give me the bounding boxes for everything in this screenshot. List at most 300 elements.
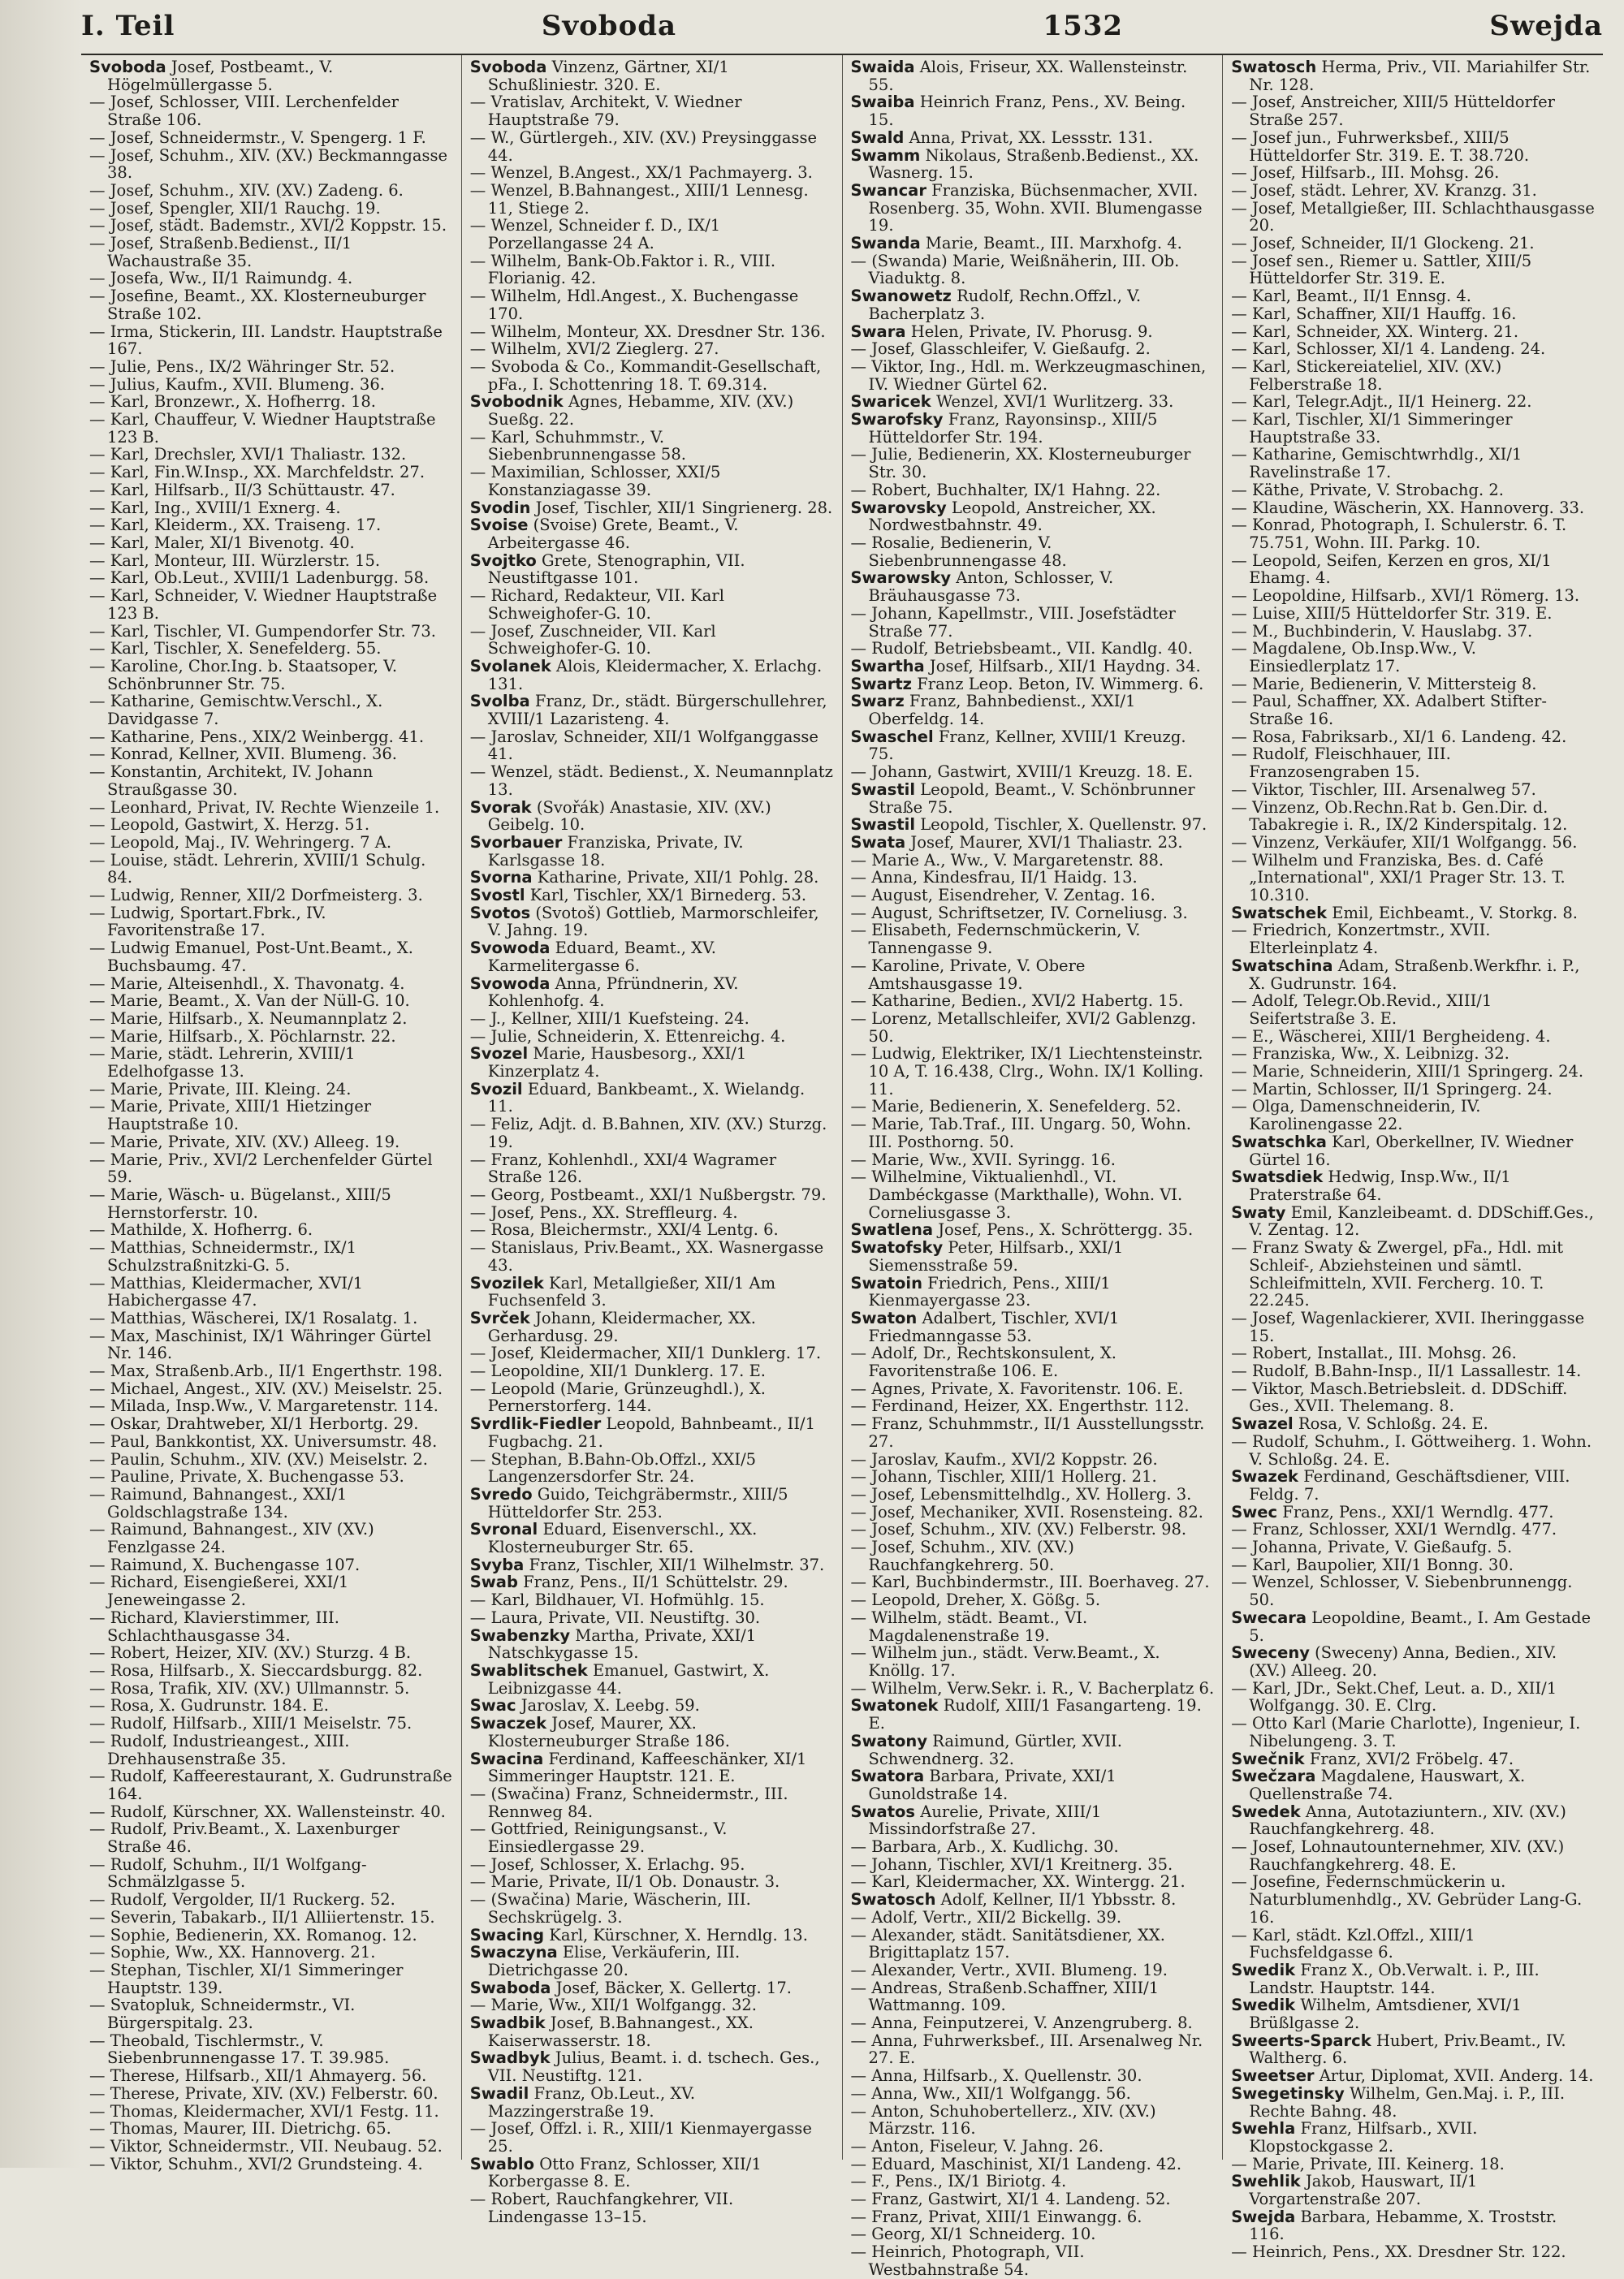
directory-entry: — Franz, Kohlenhdl., XXI/4 Wagramer Straße 126.	[469, 1150, 777, 1187]
directory-entry: Swejda Barbara, Hebamme, X. Troststr. 116.	[1231, 2207, 1557, 2244]
directory-entry: — (Swačina) Marie, Wäscherin, III. Sechskrügelg. 3.	[469, 1890, 751, 1927]
directory-entry: — Josef, Schuhm., XIV. (XV.) Felberstr. 98.	[850, 1520, 1187, 1539]
directory-entry: Swatlena Josef, Pens., X. Schröttergg. 35.	[850, 1220, 1194, 1240]
directory-entry: — August, Schriftsetzer, IV. Corneliusg. 3.	[850, 903, 1188, 922]
directory-entry: — Viktor, Schneidermstr., VII. Neubaug. 52.	[89, 2136, 443, 2156]
directory-entry: Swanowetz Rudolf, Rechn.Offzl., V. Bacherplatz 3.	[850, 287, 1142, 323]
directory-entry: — Josef, Glasschleifer, V. Gießaufg. 2.	[850, 339, 1151, 359]
directory-entry: — Ludwig, Elektriker, IX/1 Liechtensteinstr. 10 A, T. 16.438, Clrg., Wohn. IX/1 Kolling. 11.	[850, 1044, 1204, 1098]
directory-entry: — Katharine, Bedien., XVI/2 Habertg. 15.	[850, 991, 1184, 1011]
directory-entry: Swedek Anna, Autotaziuntern., XIV. (XV.) Rauchfangkehrerg. 48.	[1231, 1802, 1566, 1839]
directory-entry: — Jaroslav, Kaufm., XVI/2 Koppstr. 26.	[850, 1449, 1158, 1469]
directory-entry: — Wenzel, städt. Bedienst., X. Neumannplatz 13.	[469, 762, 833, 799]
directory-entry: — Josef jun., Fuhrwerksbef., XIII/5 Hütteldorfer Str. 319. E. T. 38.720.	[1231, 127, 1530, 165]
directory-entry: Swara Helen, Private, IV. Phorusg. 9.	[850, 322, 1153, 341]
directory-entry: Swatschina Adam, Straßenb.Werkfhr. i. P., X. Gudrunstr. 164.	[1231, 956, 1580, 993]
directory-entry: Swarz Franz, Bahnbedienst., XXI/1 Oberfeldg. 14.	[850, 692, 1136, 729]
directory-entry: — Marie, Private, XIV. (XV.) Alleeg. 19.	[89, 1132, 400, 1151]
directory-entry: Swatsdiek Hedwig, Insp.Ww., II/1 Praterstraße 64.	[1231, 1168, 1511, 1204]
directory-entry: — Julie, Bedienerin, XX. Klosterneuburger Str. 30.	[850, 445, 1191, 482]
directory-entry: Swac Jaroslav, X. Leebg. 59.	[469, 1696, 700, 1716]
directory-entry: — Marie, Bedienerin, V. Mittersteig 8.	[1231, 674, 1537, 693]
directory-entry: — Heinrich, Pens., XX. Dresdner Str. 122.	[1231, 2242, 1566, 2262]
directory-entry: — Vinzenz, Verkäufer, XII/1 Wolfgangg. 56.	[1231, 832, 1578, 852]
directory-entry: Svobodnik Agnes, Hebamme, XIV. (XV.) Sueßg. 22.	[469, 392, 794, 429]
directory-entry: — Josef, Wagenlackierer, XVII. Iheringgasse 15.	[1231, 1308, 1585, 1345]
directory-entry: — Elisabeth, Federnschmückerin, V. Tannengasse 9.	[850, 921, 1141, 958]
directory-entry: — Stephan, Tischler, XI/1 Simmeringer Hauptstr. 139.	[89, 1960, 404, 1997]
directory-entry: — Anna, Feinputzerei, V. Anzengruberg. 8.	[850, 2014, 1193, 2033]
directory-entry: — Rudolf, Schuhm., I. Göttweiherg. 1. Wohn. V. Schloßg. 24. E.	[1231, 1431, 1592, 1469]
directory-columns	[81, 54, 1603, 2279]
directory-entry: — Karl, Bildhauer, VI. Hofmühlg. 15.	[469, 1591, 765, 1610]
directory-entry: — Leopold, Gastwirt, X. Herzg. 51.	[89, 815, 370, 835]
directory-entry: — Rudolf, Kürschner, XX. Wallensteinstr. 40.	[89, 1802, 446, 1821]
directory-entry: Swatosch Adolf, Kellner, II/1 Ybbsstr. 8.	[850, 1890, 1177, 1910]
directory-entry: — Wenzel, B.Angest., XX/1 Pachmayerg. 3.	[469, 163, 813, 183]
directory-entry: Swaton Adalbert, Tischler, XVI/1 Friedmanngasse 53.	[850, 1308, 1120, 1345]
directory-entry: — Raimund, Bahnangest., XIV (XV.) Fenzlgasse 24.	[89, 1520, 374, 1557]
directory-entry: — Eduard, Maschinist, XI/1 Landeng. 42.	[850, 2154, 1182, 2173]
directory-entry: Swatos Aurelie, Private, XIII/1 Missindorfstraße 27.	[850, 1802, 1102, 1839]
directory-entry: — Karl, Tischler, X. Senefelderg. 55.	[89, 639, 382, 658]
directory-entry: — Jaroslav, Schneider, XII/1 Wolfganggasse 41.	[469, 727, 818, 764]
directory-entry: — Milada, Insp.Ww., V. Margaretenstr. 114.	[89, 1396, 438, 1416]
directory-entry: Svronal Eduard, Eisenverschl., XX. Klosterneuburger Str. 65.	[469, 1520, 758, 1557]
directory-entry: — Svoboda & Co., Kommandit-Gesellschaft, pFa., I. Schottenring 18. T. 69.314.	[469, 356, 822, 394]
page-header	[81, 10, 1603, 45]
directory-entry: — Johann, Gastwirt, XVIII/1 Kreuzg. 18. E.	[850, 762, 1194, 782]
directory-entry: — Pauline, Private, X. Buchengasse 53.	[89, 1467, 404, 1487]
directory-entry: — Käthe, Private, V. Strobachg. 2.	[1231, 480, 1504, 499]
directory-entry: — Josef, Zuschneider, VII. Karl Schweighofer-G. 10.	[469, 621, 716, 658]
directory-entry: — Leopold, Maj., IV. Wehringerg. 7 A.	[89, 832, 392, 852]
directory-entry: — Wilhelm, Hdl.Angest., X. Buchengasse 170.	[469, 287, 799, 323]
directory-entry: — Wilhelm, städt. Beamt., VI. Magdalenenstraße 19.	[850, 1608, 1088, 1645]
directory-entry: — Irma, Stickerin, III. Landstr. Hauptstraße 167.	[89, 322, 443, 359]
directory-entry: — Josef sen., Riemer u. Sattler, XIII/5 Hütteldorfer Str. 319. E.	[1231, 251, 1532, 288]
directory-entry: — Rosa, X. Gudrunstr. 184. E.	[89, 1696, 329, 1716]
directory-entry: — Marie, Wäsch- u. Bügelanst., XIII/5 Hernstorferstr. 10.	[89, 1185, 391, 1222]
directory-entry: — Robert, Heizer, XIV. (XV.) Sturzg. 4 B.	[89, 1643, 412, 1663]
directory-entry: — Josef, Metallgießer, III. Schlachthausgasse 20.	[1231, 198, 1595, 235]
directory-entry: — W., Gürtlergeh., XIV. (XV.) Preysinggasse 44.	[469, 127, 818, 165]
directory-entry: — Louise, städt. Lehrerin, XVIII/1 Schulg. 84.	[89, 850, 426, 887]
directory-entry: — Luise, XIII/5 Hütteldorfer Str. 319. E.	[1231, 603, 1553, 623]
directory-entry: Swaboda Josef, Bäcker, X. Gellertg. 17.	[469, 1978, 792, 1997]
directory-entry: — Marie, Hilfsarb., X. Pöchlarnstr. 22.	[89, 1026, 396, 1046]
directory-entry: — Rudolf, Fleischhauer, III. Franzosengraben 15.	[1231, 745, 1451, 782]
directory-entry: Svorak (Svořák) Anastasie, XIV. (XV.) Geibelg. 10.	[469, 797, 771, 835]
directory-entry: — Karoline, Chor.Ing. b. Staatsoper, V. Schönbrunner Str. 75.	[89, 656, 398, 693]
directory-entry: Swadbyk Julius, Beamt. i. d. tschech. Ges., VII. Neustiftg. 121.	[469, 2048, 820, 2086]
directory-entry: — Josefa, Ww., II/1 Raimundg. 4.	[89, 269, 353, 288]
directory-entry: — Alexander, städt. Sanitätsdiener, XX. Brigittaplatz 157.	[850, 1925, 1166, 1962]
column-2	[462, 55, 843, 2226]
directory-entry: — Josef, Schuhm., XIV. (XV.) Beckmanngasse 38.	[89, 145, 448, 183]
directory-entry: — Richard, Redakteur, VII. Karl Schweighofer-G. 10.	[469, 586, 724, 623]
directory-entry: — Thomas, Kleidermacher, XVI/1 Festg. 11.	[89, 2101, 439, 2121]
directory-entry: — Georg, Postbeamt., XXI/1 Nußbergstr. 79.	[469, 1185, 827, 1204]
directory-entry: — Rosa, Hilfsarb., X. Sieccardsburgg. 82.	[89, 1660, 423, 1680]
directory-entry: — Therese, Private, XIV. (XV.) Felberstr. 60.	[89, 2083, 438, 2103]
directory-entry: — F., Pens., IX/1 Biriotg. 4.	[850, 2172, 1067, 2191]
directory-entry: — Anna, Hilfsarb., X. Quellenstr. 30.	[850, 2066, 1142, 2086]
directory-entry: — Konrad, Photograph, I. Schulerstr. 6. T. 75.751, Wohn. III. Parkg. 10.	[1231, 516, 1567, 552]
directory-entry: — Josef, Lohnautounternehmer, XIV. (XV.) Rauchfangkehrerg. 48. E.	[1231, 1837, 1565, 1874]
directory-entry: — Josef, städt. Bademstr., XVI/2 Koppstr. 15.	[89, 216, 447, 235]
directory-entry: — Rudolf, Kaffeerestaurant, X. Gudrunstraße 164.	[89, 1767, 452, 1803]
directory-entry: Swata Josef, Maurer, XVI/1 Thaliastr. 23.	[850, 832, 1183, 852]
directory-entry: — Marie, Bedienerin, X. Senefelderg. 52.	[850, 1097, 1181, 1116]
guide-word-left: Svoboda	[541, 10, 677, 42]
directory-entry: — Karl, Tischler, XI/1 Simmeringer Hauptstraße 33.	[1231, 410, 1513, 447]
directory-entry: — Martin, Schlosser, II/1 Springerg. 24.	[1231, 1079, 1553, 1098]
directory-entry: Swablo Otto Franz, Schlosser, XII/1 Korbergasse 8. E.	[469, 2154, 762, 2191]
directory-entry: — Josef, städt. Lehrer, XV. Kranzg. 31.	[1231, 180, 1537, 200]
directory-entry: — Sophie, Bedienerin, XX. Romanog. 12.	[89, 1925, 417, 1944]
directory-entry: Swatschek Emil, Eichbeamt., V. Storkg. 8.	[1231, 903, 1578, 922]
directory-entry: — Raimund, X. Buchengasse 107.	[89, 1555, 361, 1574]
directory-entry: — (Swačina) Franz, Schneidermstr., III. Rennweg 84.	[469, 1784, 788, 1821]
directory-entry: — Marie, Schneiderin, XIII/1 Springerg. 24.	[1231, 1062, 1584, 1081]
directory-entry: — Josef, Schneidermstr., V. Spengerg. 1 F.	[89, 127, 426, 147]
directory-entry: — Marie, Ww., XVII. Syringg. 16.	[850, 1150, 1116, 1169]
directory-entry: Swaty Emil, Kanzleibeamt. d. DDSchiff.Ges., V. Zentag. 12.	[1231, 1202, 1594, 1240]
column-4	[1223, 55, 1603, 2262]
column-3	[843, 55, 1224, 2279]
directory-entry: — Matthias, Kleidermacher, XVI/1 Habichergasse 47.	[89, 1273, 364, 1310]
directory-entry: — Rosa, Bleichermstr., XXI/4 Lentg. 6.	[469, 1220, 779, 1240]
directory-entry: Svorbauer Franziska, Private, IV. Karlsgasse 18.	[469, 832, 744, 870]
directory-entry: — Anton, Fiseleur, V. Jahng. 26.	[850, 2136, 1104, 2156]
directory-entry: — Wenzel, B.Bahnangest., XIII/1 Lennesg. 11, Stiege 2.	[469, 180, 809, 218]
directory-entry: — Marie, Tab.Traf., III. Ungarg. 50, Wohn. III. Posthorng. 50.	[850, 1115, 1191, 1151]
directory-entry: — Alexander, Vertr., XVII. Blumeng. 19.	[850, 1960, 1168, 1979]
directory-entry: — Rosalie, Bedienerin, V. Siebenbrunnengasse 48.	[850, 533, 1067, 570]
directory-entry: — Katharine, Pens., XIX/2 Weinbergg. 41.	[89, 727, 425, 746]
directory-entry: — Wilhelm, XVI/2 Zieglerg. 27.	[469, 339, 719, 359]
directory-entry: — Viktor, Tischler, III. Arsenalweg 57.	[1231, 779, 1536, 799]
directory-entry: — Mathilde, X. Hofherrg. 6.	[89, 1220, 313, 1240]
directory-entry: — Viktor, Schuhm., XVI/2 Grundsteing. 4.	[89, 2154, 423, 2173]
directory-entry: Swastil Leopold, Beamt., V. Schönbrunner Straße 75.	[850, 779, 1195, 817]
directory-entry: — Karl, Monteur, III. Würzlerstr. 15.	[89, 550, 381, 570]
directory-entry: — Viktor, Masch.Betriebsleit. d. DDSchiff. Ges., XVII. Thelemang. 8.	[1231, 1379, 1568, 1416]
directory-entry: — Ludwig Emanuel, Post-Unt.Beamt., X. Buchsbaumg. 47.	[89, 939, 413, 975]
directory-entry: — Marie, Private, II/1 Ob. Donaustr. 3.	[469, 1872, 780, 1892]
directory-entry: — Konstantin, Architekt, IV. Johann Straußgasse 30.	[89, 762, 374, 799]
directory-entry: Swecara Leopoldine, Beamt., I. Am Gestade 5.	[1231, 1608, 1592, 1645]
column-1	[81, 55, 462, 2173]
directory-entry: — Marie, Priv., XVI/2 Lerchenfelder Gürtel 59.	[89, 1150, 433, 1187]
directory-entry: Swaczek Josef, Maurer, XX. Klosterneuburger Straße 186.	[469, 1714, 730, 1750]
directory-entry: Svowoda Anna, Pfründnerin, XV. Kohlenhofg. 4.	[469, 973, 739, 1011]
directory-entry: Swedik Wilhelm, Amtsdiener, XVI/1 Brüßlgasse 2.	[1231, 1996, 1522, 2033]
directory-entry: Svorna Katharine, Private, XII/1 Pohlg. 28.	[469, 868, 819, 887]
directory-entry: Swablitschek Emanuel, Gastwirt, X. Leibnizgasse 44.	[469, 1660, 770, 1698]
directory-entry: — Rosa, Fabriksarb., XI/1 6. Landeng. 42.	[1231, 727, 1567, 746]
directory-entry: — Wilhelm, Monteur, XX. Dresdner Str. 136.	[469, 322, 826, 341]
directory-entry: — Julie, Schneiderin, X. Ettenreichg. 4.	[469, 1026, 786, 1046]
directory-entry: — Franz, Gastwirt, XI/1 4. Landeng. 52.	[850, 2190, 1171, 2209]
directory-entry: Swarovsky Leopold, Anstreicher, XX. Nordwestbahnstr. 49.	[850, 498, 1156, 535]
directory-entry: — Karl, Ing., XVIII/1 Exnerg. 4.	[89, 498, 341, 517]
directory-entry: — Robert, Rauchfangkehrer, VII. Lindengasse 13–15.	[469, 2190, 734, 2226]
directory-entry: — Josef, Mechaniker, XVII. Rosensteing. 82.	[850, 1502, 1203, 1521]
directory-entry: Sweetser Artur, Diplomat, XVII. Anderg. 14.	[1231, 2066, 1594, 2086]
directory-entry: — Wenzel, Schneider f. D., IX/1 Porzellangasse 24 A.	[469, 216, 721, 253]
directory-entry: — Josef, Schlosser, VIII. Lerchenfelder Straße 106.	[89, 93, 399, 130]
directory-entry: Swaida Alois, Friseur, XX. Wallensteinstr. 55.	[850, 58, 1188, 94]
directory-entry: — Maximilian, Schlosser, XXI/5 Konstanziagasse 39.	[469, 463, 721, 499]
page-number: 1532	[1043, 10, 1124, 42]
directory-entry: — Karl, Stickereiateliel, XIV. (XV.) Felberstraße 18.	[1231, 356, 1502, 394]
directory-entry: — Josef, Schuhm., XIV. (XV.) Rauchfangkehrerg. 50.	[850, 1538, 1074, 1574]
directory-entry: Swehla Franz, Hilfsarb., XVII. Klopstockgasse 2.	[1231, 2119, 1478, 2156]
directory-entry: — Wilhelm und Franziska, Bes. d. Café „International", XXI/1 Prager Str. 13. T. 10.310.	[1231, 850, 1566, 905]
directory-entry: — Rudolf, Industrieangest., XIII. Drehhausenstraße 35.	[89, 1731, 350, 1768]
directory-entry: — Stanislaus, Priv.Beamt., XX. Wasnergasse 43.	[469, 1238, 824, 1275]
directory-entry: Swaschel Franz, Kellner, XVIII/1 Kreuzg. 75.	[850, 727, 1186, 764]
directory-entry: — Rudolf, Vergolder, II/1 Ruckerg. 52.	[89, 1890, 395, 1910]
directory-entry: — Ferdinand, Heizer, XX. Engerthstr. 112.	[850, 1396, 1190, 1416]
directory-entry: — Paul, Bankkontist, XX. Universumstr. 48.	[89, 1431, 438, 1451]
directory-entry: — Karl, Ob.Leut., XVIII/1 Ladenburgg. 58.	[89, 568, 430, 588]
directory-entry: — Karl, JDr., Sekt.Chef, Leut. a. D., XII/1 Wolfgangg. 30. E. Clrg.	[1231, 1678, 1557, 1716]
directory-entry: — August, Eisendreher, V. Zentag. 16.	[850, 886, 1155, 905]
directory-entry: — Leopoldine, Hilfsarb., XVI/1 Römerg. 13.	[1231, 586, 1580, 606]
directory-entry: — Heinrich, Photograph, VII. Westbahnstraße 54.	[850, 2242, 1085, 2279]
directory-entry: Swatony Raimund, Gürtler, XVII. Schwendnerg. 32.	[850, 1731, 1122, 1768]
directory-entry: Swatosch Herma, Priv., VII. Mariahilfer Str. Nr. 128.	[1231, 58, 1591, 94]
directory-entry: — Karl, Schneider, XX. Winterg. 21.	[1231, 322, 1519, 341]
directory-entry: — Paulin, Schuhm., XIV. (XV.) Meiselstr. 2.	[89, 1449, 428, 1469]
directory-entry: Svojtko Grete, Stenographin, VII. Neustiftgasse 101.	[469, 550, 745, 588]
directory-entry: — Matthias, Schneidermstr., IX/1 Schulzstraßnitzki-G. 5.	[89, 1238, 356, 1275]
directory-entry: — E., Wäscherei, XIII/1 Bergheideng. 4.	[1231, 1026, 1551, 1046]
directory-entry: Svotos (Svotoš) Gottlieb, Marmorschleifer, V. Jahng. 19.	[469, 903, 819, 940]
directory-entry: — Anna, Kindesfrau, II/1 Haidg. 13.	[850, 868, 1138, 887]
directory-entry: — Ludwig, Sportart.Fbrk., IV. Favoritenstraße 17.	[89, 903, 326, 940]
directory-entry: — Josef, Spengler, XII/1 Rauchg. 19.	[89, 198, 381, 218]
directory-entry: — Franziska, Ww., X. Leibnizg. 32.	[1231, 1044, 1510, 1064]
directory-entry: Swečzara Magdalene, Hauswart, X. Quellenstraße 74.	[1231, 1767, 1526, 1803]
directory-entry: — Josef, Straßenb.Bedienst., II/1 Wachaustraße 35.	[89, 234, 352, 270]
directory-entry: — Karl, Fin.W.Insp., XX. Marchfeldstr. 27.	[89, 463, 425, 482]
directory-entry: Swatonek Rudolf, XIII/1 Fasangarteng. 19. E.	[850, 1696, 1202, 1733]
directory-entry: Swazek Ferdinand, Geschäftsdiener, VIII. Feldg. 7.	[1231, 1467, 1570, 1504]
directory-entry: — Josef, Offzl. i. R., XIII/1 Kienmayergasse 25.	[469, 2119, 812, 2156]
directory-entry: — Rosa, Trafik, XIV. (XV.) Ullmannstr. 5.	[89, 1678, 410, 1698]
directory-entry: — Andreas, Straßenb.Schaffner, XIII/1 Wattmanng. 109.	[850, 1978, 1160, 2015]
directory-entry: — Sophie, Ww., XX. Hannoverg. 21.	[89, 1943, 376, 1962]
directory-entry: Svowoda Eduard, Beamt., XV. Karmelitergasse 6.	[469, 939, 716, 975]
directory-entry: — Lorenz, Metallschleifer, XVI/2 Gablenzg. 50.	[850, 1008, 1197, 1046]
directory-entry: Svozilek Karl, Metallgießer, XII/1 Am Fuchsenfeld 3.	[469, 1273, 776, 1310]
directory-entry: — Karl, Tischler, VI. Gumpendorfer Str. 73.	[89, 621, 436, 641]
directory-entry: Swatofsky Peter, Hilfsarb., XXI/1 Siemensstraße 59.	[850, 1238, 1124, 1275]
directory-entry: Swedik Franz X., Ob.Verwalt. i. P., III. Landstr. Hauptstr. 144.	[1231, 1960, 1540, 1997]
directory-entry: — Gottfried, Reinigungsanst., V. Einsiedlergasse 29.	[469, 1819, 728, 1857]
directory-entry: — Max, Maschinist, IX/1 Währinger Gürtel Nr. 146.	[89, 1326, 432, 1363]
directory-entry: — Rudolf, Schuhm., II/1 Wolfgang-Schmälzlgasse 5.	[89, 1854, 367, 1892]
directory-entry: — (Swanda) Marie, Weißnäherin, III. Ob. Viaduktg. 8.	[850, 251, 1180, 288]
directory-entry: — Josef, Pens., XX. Streffleurg. 4.	[469, 1202, 738, 1222]
directory-entry: Swatoin Friedrich, Pens., XIII/1 Kienmayergasse 23.	[850, 1273, 1111, 1310]
directory-entry: Svodin Josef, Tischler, XII/1 Singrienerg. 28.	[469, 498, 833, 517]
directory-entry: Swarowsky Anton, Schlosser, V. Bräuhausgasse 73.	[850, 568, 1114, 606]
directory-entry: — Josef, Kleidermacher, XII/1 Dunklerg. 17.	[469, 1344, 822, 1363]
directory-entry: — Svatopluk, Schneidermstr., VI. Bürgerspitalg. 23.	[89, 1996, 356, 2033]
directory-entry: Swamm Nikolaus, Straßenb.Bedienst., XX. Wasnerg. 15.	[850, 145, 1199, 183]
directory-entry: — Karl, städt. Kzl.Offzl., XIII/1 Fuchsfeldgasse 6.	[1231, 1925, 1475, 1962]
directory-entry: Sweerts-Sparck Hubert, Priv.Beamt., IV. Waltherg. 6.	[1231, 2031, 1566, 2068]
directory-entry: Swatora Barbara, Private, XXI/1 Gunoldstraße 14.	[850, 1767, 1116, 1803]
directory-entry: — Johann, Tischler, XVI/1 Kreitnerg. 35.	[850, 1854, 1173, 1874]
directory-entry: — Max, Straßenb.Arb., II/1 Engerthstr. 198.	[89, 1362, 443, 1381]
directory-entry: — Klaudine, Wäscherin, XX. Hannoverg. 33.	[1231, 498, 1585, 517]
directory-entry: — Franz, Schuhmmstr., II/1 Ausstellungsstr. 27.	[850, 1414, 1205, 1451]
directory-entry: — Johanna, Private, V. Gießaufg. 5.	[1231, 1538, 1513, 1557]
directory-entry: — Wenzel, Schlosser, V. Siebenbrunnengg. 50.	[1231, 1573, 1573, 1610]
directory-entry: — Paul, Schaffner, XX. Adalbert Stifter-Straße 16.	[1231, 692, 1547, 729]
directory-entry: Svyba Franz, Tischler, XII/1 Wilhelmstr. 37.	[469, 1555, 825, 1574]
directory-entry: — Karl, Schuhmmstr., V. Siebenbrunnengasse 58.	[469, 427, 686, 464]
directory-entry: Svredo Guido, Teichgräbermstr., XIII/5 Hütteldorfer Str. 253.	[469, 1484, 788, 1521]
directory-entry: — Wilhelm jun., städt. Verw.Beamt., X. Knöllg. 17.	[850, 1643, 1160, 1680]
directory-entry: — Franz, Schlosser, XXI/1 Werndlg. 477.	[1231, 1520, 1557, 1539]
directory-entry: — Josefine, Federnschmückerin u. Naturblumenhdlg., XV. Gebrüder Lang-G. 16.	[1231, 1872, 1583, 1927]
directory-entry: Svolba Franz, Dr., städt. Bürgerschullehrer, XVIII/1 Lazaristeng. 4.	[469, 692, 827, 729]
directory-entry: — Leopold (Marie, Grünzeughdl.), X. Pernerstorferg. 144.	[469, 1379, 766, 1416]
directory-entry: — Vratislav, Architekt, V. Wiedner Hauptstraße 79.	[469, 93, 742, 130]
directory-entry: — Adolf, Dr., Rechtskonsulent, X. Favoritenstraße 106. E.	[850, 1344, 1116, 1381]
directory-entry: — Vinzenz, Ob.Rechn.Rat b. Gen.Dir. d. Tabakregie i. R., IX/2 Kinderspitalg. 12.	[1231, 797, 1568, 835]
directory-entry: Swazel Rosa, V. Schloßg. 24. E.	[1231, 1414, 1488, 1434]
directory-entry: Swabenzky Martha, Private, XXI/1 Natschkygasse 15.	[469, 1625, 757, 1663]
directory-entry: — Marie A., Ww., V. Margaretenstr. 88.	[850, 850, 1164, 870]
directory-entry: — M., Buchbinderin, V. Hauslabg. 37.	[1231, 621, 1533, 641]
directory-entry: — Anton, Schuhobertellerz., XIV. (XV.) Märzstr. 116.	[850, 2101, 1156, 2139]
directory-entry: Svoise (Svoise) Grete, Beamt., V. Arbeitergasse 46.	[469, 516, 739, 552]
directory-entry: — Josefine, Beamt., XX. Klosterneuburger Straße 102.	[89, 287, 426, 323]
directory-entry: — Georg, XI/1 Schneiderg. 10.	[850, 2225, 1096, 2244]
directory-entry: — Matthias, Wäscherei, IX/1 Rosalatg. 1.	[89, 1308, 418, 1327]
directory-entry: — Robert, Buchhalter, IX/1 Hahng. 22.	[850, 480, 1161, 499]
directory-entry: Swaczyna Elise, Verkäuferin, III. Dietrichgasse 20.	[469, 1943, 741, 1979]
directory-entry: — Wilhelmine, Viktualienhdl., VI. Dambéckgasse (Markthalle), Wohn. VI. Corneliusgasse 3.	[850, 1168, 1183, 1222]
directory-entry: — Wilhelm, Bank-Ob.Faktor i. R., VIII. Florianig. 42.	[469, 251, 776, 288]
directory-entry: — Karl, Schlosser, XI/1 4. Landeng. 24.	[1231, 339, 1546, 359]
directory-entry: — Rudolf, B.Bahn-Insp., II/1 Lassallestr. 14.	[1231, 1362, 1582, 1381]
directory-entry: — Otto Karl (Marie Charlotte), Ingenieur, I. Nibelungeng. 3. T.	[1231, 1714, 1581, 1750]
directory-entry: — Feliz, Adjt. d. B.Bahnen, XIV. (XV.) Sturzg. 19.	[469, 1115, 827, 1151]
directory-entry: — Julie, Pens., IX/2 Währinger Str. 52.	[89, 356, 395, 376]
directory-entry: — Josef, Schlosser, X. Erlachg. 95.	[469, 1854, 745, 1874]
directory-entry: — Konrad, Kellner, XVII. Blumeng. 36.	[89, 745, 397, 764]
directory-entry: — Ludwig, Renner, XII/2 Dorfmeisterg. 3.	[89, 886, 423, 905]
directory-entry: — Agnes, Private, X. Favoritenstr. 106. E.	[850, 1379, 1184, 1398]
directory-entry: — Friedrich, Konzertmstr., XVII. Elterleinplatz 4.	[1231, 921, 1491, 958]
directory-entry: — Viktor, Ing., Hdl. m. Werkzeugmaschinen, IV. Wiedner Gürtel 62.	[850, 356, 1207, 394]
directory-entry: Swartha Josef, Hilfsarb., XII/1 Haydng. 34.	[850, 656, 1201, 675]
directory-entry: — Karl, Baupolier, XII/1 Bonng. 30.	[1231, 1555, 1514, 1574]
directory-entry: — Olga, Damenschneiderin, IV. Karolinengasse 22.	[1231, 1097, 1481, 1134]
directory-entry: — Karl, Kleiderm., XX. Traiseng. 17.	[89, 516, 382, 535]
directory-entry: Swatschka Karl, Oberkellner, IV. Wiedner Gürtel 16.	[1231, 1132, 1574, 1169]
directory-entry: Svozel Marie, Hausbesorg., XXI/1 Kinzerplatz 4.	[469, 1044, 747, 1081]
part-label: I. Teil	[81, 10, 175, 42]
directory-entry: — Karl, Hilfsarb., II/3 Schüttaustr. 47.	[89, 480, 395, 499]
directory-entry: — Rudolf, Betriebsbeamt., VII. Kandlg. 40.	[850, 639, 1193, 658]
directory-entry: — Karl, Schaffner, XII/1 Hauffg. 16.	[1231, 304, 1517, 323]
directory-entry: Svostl Karl, Tischler, XX/1 Birnederg. 53.	[469, 886, 807, 905]
directory-entry: — Karl, Drechsler, XVI/1 Thaliastr. 132.	[89, 445, 407, 464]
directory-entry: — Franz, Privat, XIII/1 Einwangg. 6.	[850, 2207, 1142, 2226]
directory-entry: — Adolf, Telegr.Ob.Revid., XIII/1 Seifertstraße 3. E.	[1231, 991, 1492, 1028]
directory-entry: — Leonhard, Privat, IV. Rechte Wienzeile 1.	[89, 797, 440, 817]
directory-entry: — Karl, Buchbindermstr., III. Boerhaveg. 27.	[850, 1573, 1210, 1592]
directory-entry: — Josef, Hilfsarb., III. Mohsg. 26.	[1231, 163, 1500, 183]
directory-entry: Swarofsky Franz, Rayonsinsp., XIII/5 Hütteldorfer Str. 194.	[850, 410, 1158, 447]
directory-entry: — Marie, Alteisenhdl., X. Thavonatg. 4.	[89, 973, 405, 993]
directory-entry: — Marie, Hilfsarb., X. Neumannplatz 2.	[89, 1008, 408, 1028]
directory-entry: Swartz Franz Leop. Beton, IV. Wimmerg. 6.	[850, 674, 1204, 693]
directory-entry: — Leopold, Dreher, X. Gößg. 5.	[850, 1591, 1101, 1610]
directory-entry: — Karl, Telegr.Adjt., II/1 Heinerg. 22.	[1231, 392, 1532, 412]
directory-entry: — Karl, Maler, XI/1 Bivenotg. 40.	[89, 533, 355, 552]
directory-entry: — Michael, Angest., XIV. (XV.) Meiselstr. 25.	[89, 1379, 443, 1398]
directory-entry: — Theobald, Tischlermstr., V. Siebenbrunnengasse 17. T. 39.985.	[89, 2031, 390, 2068]
directory-entry: Svoboda Vinzenz, Gärtner, XI/1 Schußliniestr. 320. E.	[469, 58, 729, 94]
directory-entry: — Richard, Eisengießerei, XXI/1 Jeneweingasse 2.	[89, 1573, 349, 1610]
directory-entry: Svrček Johann, Kleidermacher, XX. Gerhardusg. 29.	[469, 1308, 756, 1345]
directory-entry: — Oskar, Drahtweber, XI/1 Herbortg. 29.	[89, 1414, 419, 1434]
directory-entry: — Julius, Kaufm., XVII. Blumeng. 36.	[89, 374, 385, 394]
directory-entry: — Laura, Private, VII. Neustiftg. 30.	[469, 1608, 761, 1627]
directory-entry: Swab Franz, Pens., II/1 Schüttelstr. 29.	[469, 1573, 788, 1592]
directory-entry: Sweceny (Sweceny) Anna, Bedien., XIV. (XV.) Alleeg. 20.	[1231, 1643, 1557, 1680]
directory-entry: — Franz Swaty & Zwergel, pFa., Hdl. mit Schleif-, Abziehsteinen und sämtl. Schleifmitteln, XVII. Fercherg. 10. T. 22.245.	[1231, 1238, 1564, 1310]
directory-entry: — Wilhelm, Verw.Sekr. i. R., V. Bacherplatz 6.	[850, 1678, 1215, 1698]
directory-entry: — Anna, Fuhrwerksbef., III. Arsenalweg Nr. 27. E.	[850, 2031, 1203, 2068]
directory-entry: Svrdlik-Fiedler Leopold, Bahnbeamt., II/1 Fugbachg. 21.	[469, 1414, 816, 1451]
directory-entry: — Karl, Bronzewr., X. Hofherrg. 18.	[89, 392, 376, 412]
directory-entry: — Karl, Chauffeur, V. Wiedner Hauptstraße 123 B.	[89, 410, 436, 447]
directory-entry: Swec Franz, Pens., XXI/1 Werndlg. 477.	[1231, 1502, 1554, 1521]
directory-entry: — Johann, Tischler, XIII/1 Hollerg. 21.	[850, 1467, 1157, 1487]
directory-entry: — Karl, Beamt., II/1 Ennsg. 4.	[1231, 287, 1471, 306]
directory-entry: — Rudolf, Priv.Beamt., X. Laxenburger Straße 46.	[89, 1819, 400, 1857]
directory-entry: — Karl, Kleidermacher, XX. Wintergg. 21.	[850, 1872, 1186, 1892]
directory-entry: — Marie, Private, III. Kleing. 24.	[89, 1079, 352, 1098]
directory-entry: Swacina Ferdinand, Kaffeeschänker, XI/1 Simmeringer Hauptstr. 121. E.	[469, 1749, 807, 1786]
directory-entry: Swehlik Jakob, Hauswart, II/1 Vorgartenstraße 207.	[1231, 2172, 1478, 2209]
directory-entry: Swadil Franz, Ob.Leut., XV. Mazzingerstraße 19.	[469, 2083, 696, 2121]
directory-entry: — Magdalene, Ob.Insp.Ww., V. Einsiedlerplatz 17.	[1231, 639, 1476, 675]
directory-entry: — Stephan, B.Bahn-Ob.Offzl., XXI/5 Langenzersdorfer Str. 24.	[469, 1449, 757, 1487]
directory-entry: Svolanek Alois, Kleidermacher, X. Erlachg. 131.	[469, 656, 823, 693]
directory-entry: Svozil Eduard, Bankbeamt., X. Wielandg. 11.	[469, 1079, 806, 1116]
directory-entry: Swaiba Heinrich Franz, Pens., XV. Being. 15.	[850, 93, 1186, 130]
guide-word-right: Swejda	[1489, 10, 1603, 42]
directory-entry: Swegetinsky Wilhelm, Gen.Maj. i. P., III. Rechte Bahng. 48.	[1231, 2083, 1566, 2121]
directory-entry: — Rudolf, Hilfsarb., XIII/1 Meiselstr. 75.	[89, 1714, 412, 1733]
directory-entry: — Katharine, Gemischtw.Verschl., X. Davidgasse 7.	[89, 692, 383, 729]
directory-entry: — Katharine, Gemischtwrhdlg., XI/1 Ravelinstraße 17.	[1231, 445, 1522, 482]
directory-entry: — Thomas, Maurer, III. Dietrichg. 65.	[89, 2119, 391, 2139]
